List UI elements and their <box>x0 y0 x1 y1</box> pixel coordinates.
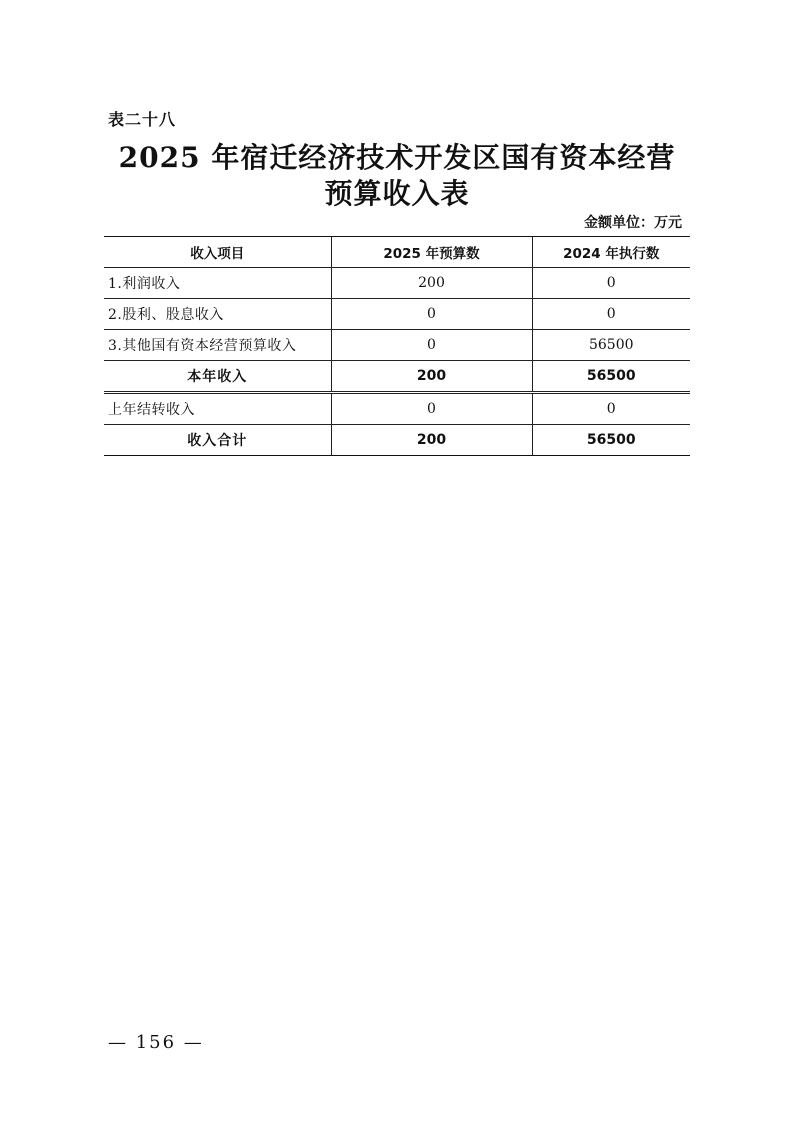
table-row <box>104 393 690 425</box>
page-title-line-2: 预算收入表 <box>324 177 470 210</box>
row-budget-2025: 0 <box>331 330 532 361</box>
table-row-total <box>104 425 690 456</box>
row-item: 3.其他国有资本经营预算收入 <box>104 330 331 361</box>
row-item: 收入合计 <box>104 425 331 456</box>
header-actual-2024: 2024 年执行数 <box>532 237 690 268</box>
page-number: — 156 — <box>108 1032 204 1053</box>
row-item: 本年收入 <box>104 361 331 393</box>
row-item: 2.股利、股息收入 <box>104 299 331 330</box>
row-item: 上年结转收入 <box>104 393 331 425</box>
row-budget-2025: 200 <box>331 425 532 456</box>
row-actual-2024: 0 <box>532 268 690 299</box>
page-title-line-1: 2025 年宿迁经济技术开发区国有资本经营 <box>118 141 676 174</box>
header-budget-2025: 2025 年预算数 <box>331 237 532 268</box>
row-actual-2024: 56500 <box>532 425 690 456</box>
row-actual-2024: 0 <box>532 393 690 425</box>
table-row <box>104 268 690 299</box>
table-row-subtotal <box>104 361 690 393</box>
row-actual-2024: 56500 <box>532 330 690 361</box>
row-budget-2025: 200 <box>331 361 532 393</box>
row-budget-2025: 0 <box>331 299 532 330</box>
unit-label: 金额单位：万元 <box>584 215 682 231</box>
row-budget-2025: 200 <box>331 268 532 299</box>
header-income-item: 收入项目 <box>104 237 331 268</box>
row-budget-2025: 0 <box>331 393 532 425</box>
row-actual-2024: 0 <box>532 299 690 330</box>
row-item: 1.利润收入 <box>104 268 331 299</box>
table-header-row <box>104 237 690 268</box>
row-actual-2024: 56500 <box>532 361 690 393</box>
table-row <box>104 330 690 361</box>
income-table <box>104 236 690 456</box>
table-row <box>104 299 690 330</box>
table-label: 表二十八 <box>108 110 177 129</box>
